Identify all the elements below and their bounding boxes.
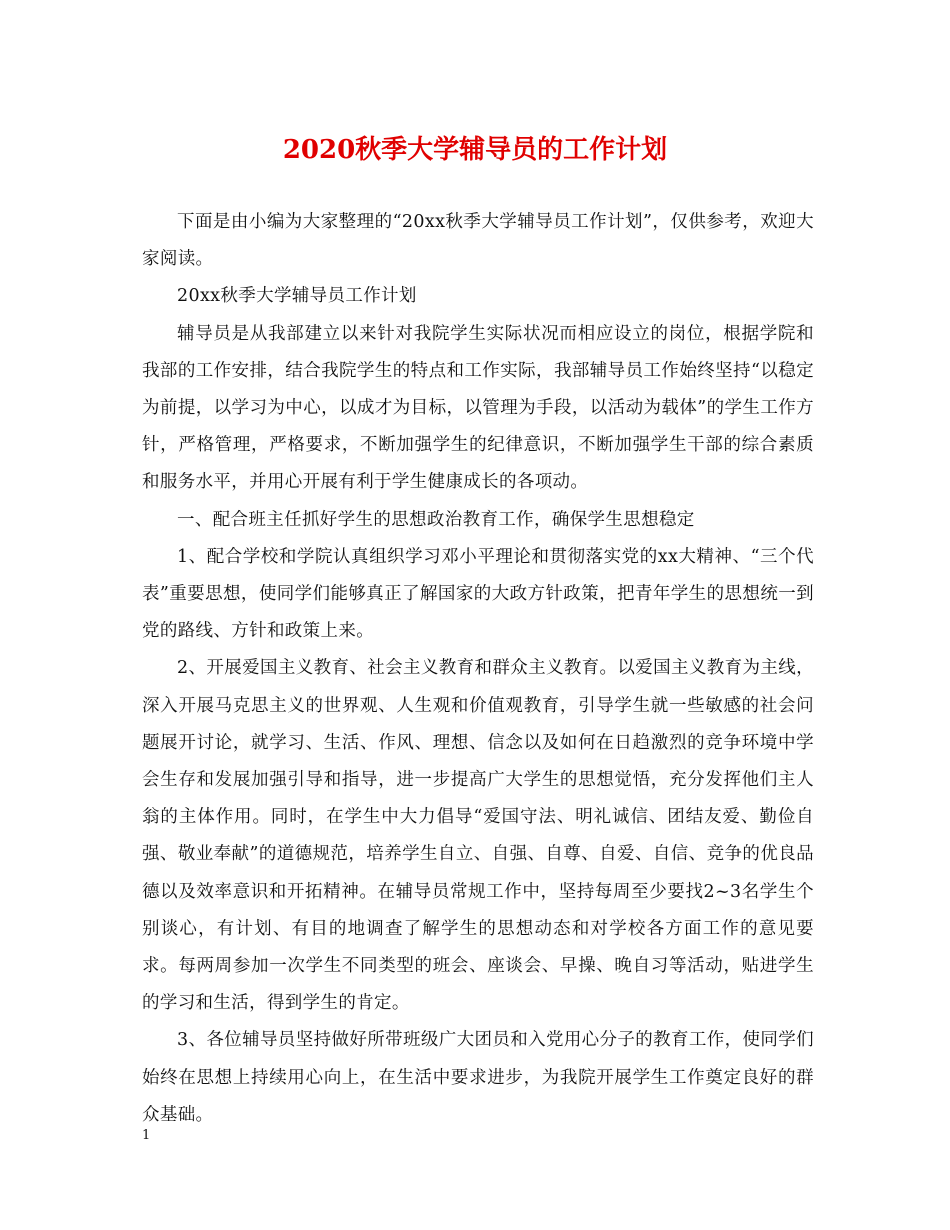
intro-paragraph: 下面是由小编为大家整理的“20xx秋季大学辅导员工作计划”，仅供参考，欢迎大家阅读。 <box>142 212 814 270</box>
overview-paragraph: 辅导员是从我部建立以来针对我院学生实际状况而相应设立的岗位，根据学院和我部的工作安排，结合我院学生的特点和工作实际，我部辅导员工作始终坚持“以稳定为前提，以学习为中心，以成才为目标，以管理为手段，以活动为载体”的学生工作方针，严格管理，严格要求，不断加强学生的纪律意识，不断加强学生干部的综合素质和服务水平，并用心开展有利于学生健康成长的各项动。 <box>142 323 814 493</box>
section-heading: 一、配合班主任抓好学生的思想政治教育工作，确保学生思想稳定 <box>177 509 695 530</box>
item-1-paragraph: 1、配合学校和学院认真组织学习邓小平理论和贯彻落实党的xx大精神、“三个代表”重要思想，使同学们能够真正了解国家的大政方针政策，把青年学生的思想统一到党的路线、方针和政策上来。 <box>142 546 814 642</box>
document-title: 2020秋季大学辅导员的工作计划 <box>282 135 668 165</box>
subtitle-paragraph: 20xx秋季大学辅导员工作计划 <box>177 286 417 307</box>
document-body <box>142 204 814 1134</box>
item-3-paragraph: 3、各位辅导员坚持做好所带班级广大团员和入党用心分子的教育工作，使同学们始终在思想上持续用心向上，在生活中要求进步，为我院开展学生工作奠定良好的群众基础。 <box>142 1030 814 1125</box>
item-2-paragraph: 2、开展爱国主义教育、社会主义教育和群众主义教育。以爱国主义教育为主线，深入开展马克思主义的世界观、人生观和价值观教育，引导学生就一些敏感的社会问题展开讨论，就学习、生活、作风、理想、信念以及如何在日趋激烈的竞争环境中学会生存和发展加强引导和指导，进一步提高广大学生的思想觉悟，充分发挥他们主人翁的主体作用。同时，在学生中大力倡导“爱国守法、明礼诚信、团结友爱、勤俭自强、敬业奉献”的道德规范，培养学生自立、自强、自尊、自爱、自信、竞争的优良品德以及效率意识和开拓精神。在辅导员常规工作中，坚持每周至少要找2~3名学生个别谈心，有计划、有目的地调查了解学生的思想动态和对学校各方面工作的意见要求。每两周参加一次学生不同类型的班会、座谈会、早操、晚自习等活动，贴进学生的学习和生活，得到学生的肯定。 <box>142 658 814 1014</box>
page-number: 1 <box>142 1128 151 1143</box>
